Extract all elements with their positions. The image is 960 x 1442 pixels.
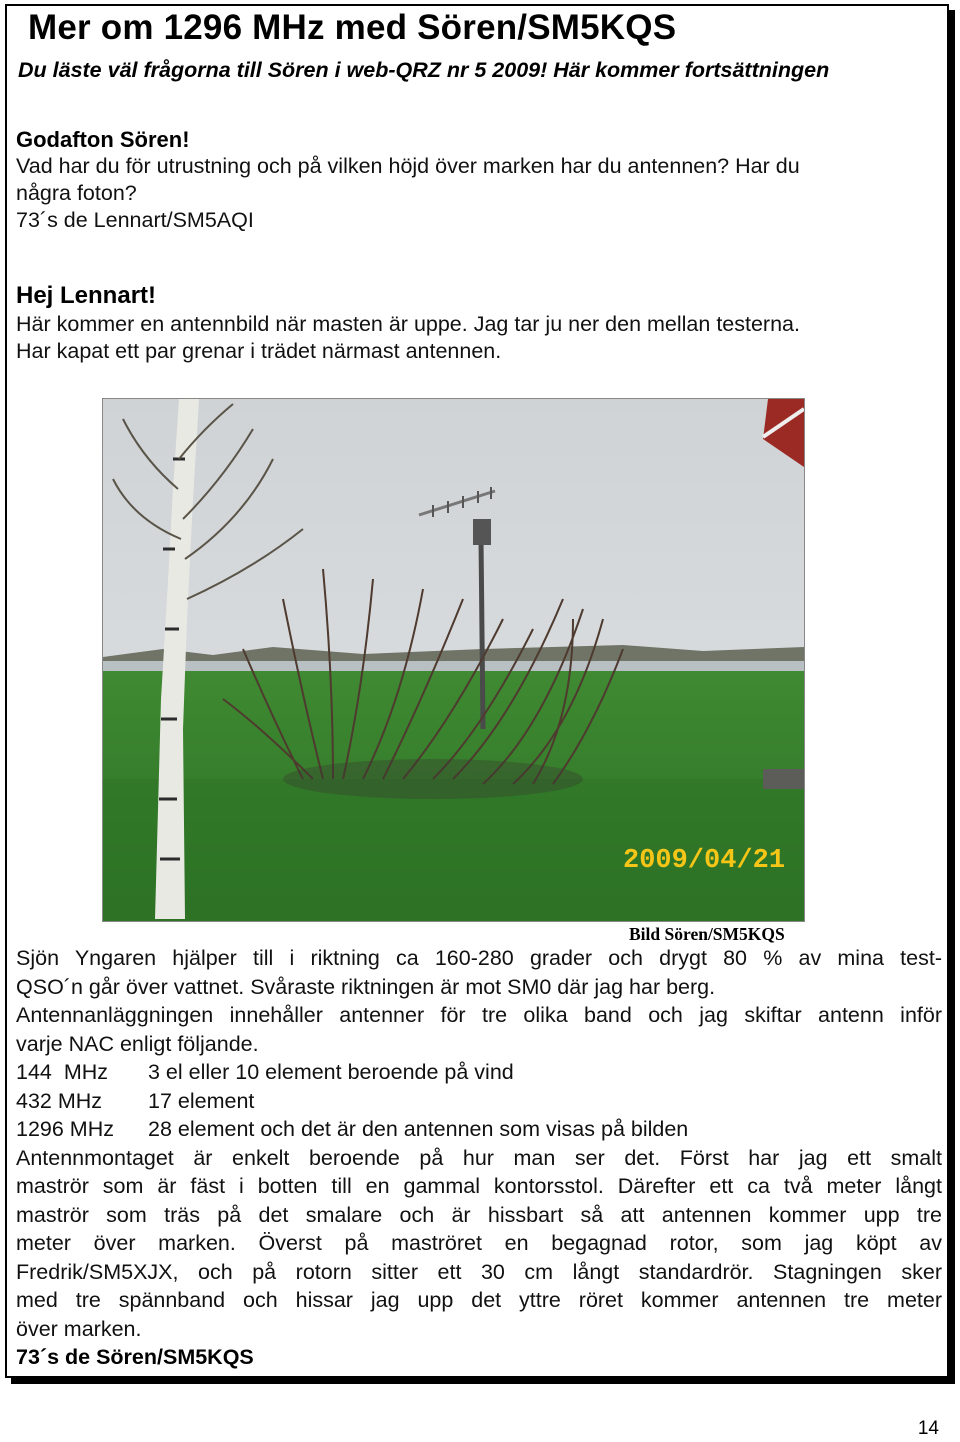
answer-block xyxy=(16,282,936,365)
page-number: 14 xyxy=(917,1418,939,1439)
answer-line: Här kommer en antennbild när masten är uppe. Jag tar ju ner den mellan testerna. xyxy=(16,312,800,336)
band-description: 17 element xyxy=(148,1088,255,1113)
answer-signature: 73´s de Sören/SM5KQS xyxy=(16,1345,254,1369)
question-signature: 73´s de Lennart/SM5AQI xyxy=(16,208,254,232)
antenna-photo-image xyxy=(103,399,804,921)
band-frequency: 432 MHz xyxy=(16,1088,103,1113)
band-frequency: 1296 MHz xyxy=(16,1117,114,1141)
answer-greeting: Hej Lennart! xyxy=(16,282,157,309)
body-line: meter över marken. Överst på maströret en begagnad rotor, som jag köpt av xyxy=(16,1231,942,1255)
body-line: Sjön Yngaren hjälper till i riktning ca 160-280 grader och drygt 80 % av mina test- xyxy=(16,946,942,970)
body-line: varje NAC enligt följande. xyxy=(16,1031,259,1056)
article-body xyxy=(16,944,942,1372)
band-description: 3 el eller 10 element beroende på vind xyxy=(148,1060,514,1084)
band-row xyxy=(16,1115,942,1144)
body-line: Antennanläggningen innehåller antenner för tre olika band och jag skiftar antenn inför xyxy=(16,1003,942,1027)
band-frequency: 144 MHz xyxy=(16,1060,109,1084)
photo-date-stamp: 2009/04/21 xyxy=(623,846,786,876)
band-row xyxy=(16,1058,942,1087)
body-line: QSO´n går över vattnet. Svåraste riktningen är mot SM0 där jag har berg. xyxy=(16,974,716,999)
band-row xyxy=(16,1087,942,1116)
antenna-photo xyxy=(102,398,805,922)
body-line: maströr som är fäst i botten till en gammal kontorsstol. Därefter ett ca två meter långt xyxy=(16,1174,942,1198)
body-line: med tre spännband och hissar jag upp det yttre röret kommer antennen tre meter xyxy=(16,1288,942,1312)
question-line: Vad har du för utrustning och på vilken höjd över marken har du antennen? Har du xyxy=(16,154,800,178)
body-line: Fredrik/SM5XJX, och på rotorn sitter ett 30 cm långt standardrör. Stagningen sker xyxy=(16,1259,942,1284)
article-subtitle: Du läste väl frågorna till Sören i web-QRZ nr 5 2009! Här kommer fortsättningen xyxy=(18,58,830,82)
question-greeting: Godafton Sören! xyxy=(16,127,190,152)
article-title: Mer om 1296 MHz med Sören/SM5KQS xyxy=(28,8,677,47)
band-description: 28 element och det är den antennen som visas på bilden xyxy=(148,1117,689,1141)
photo-caption: Bild Sören/SM5KQS xyxy=(629,924,785,944)
body-line: maströr som träs på det smalare och är hissbart så att antennen kommer upp tre xyxy=(16,1202,942,1227)
question-line: några foton? xyxy=(16,181,137,205)
answer-line: Har kapat ett par grenar i trädet närmast antennen. xyxy=(16,339,502,363)
body-line: Antennmontaget är enkelt beroende på hur man ser det. Först har jag ett smalt xyxy=(16,1145,942,1170)
question-block xyxy=(16,126,936,234)
body-line: över marken. xyxy=(16,1316,142,1341)
